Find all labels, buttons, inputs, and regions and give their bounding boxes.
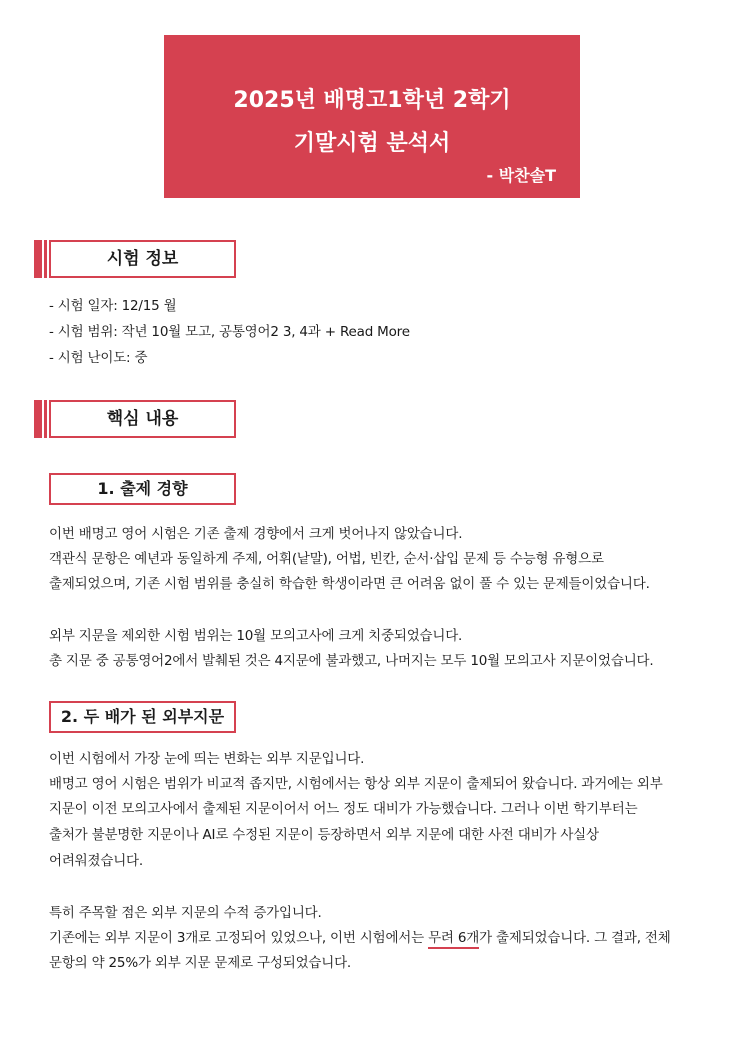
subheading-trend: 1. 출제 경향	[49, 473, 236, 505]
heading-accent-bar	[34, 400, 42, 438]
heading-accent-bar-thin	[44, 240, 47, 278]
paragraph-line: 외부 지문을 제외한 시험 범위는 10월 모의고사에 크게 치중되었습니다.	[49, 628, 463, 644]
subheading-external-passages: 2. 두 배가 된 외부지문	[49, 701, 236, 733]
paragraph-line: 어려워졌습니다.	[49, 853, 143, 869]
paragraph-line: 출제되었으며, 기존 시험 범위를 충실히 학습한 학생이라면 큰 어려움 없이 풀 수 있는 문제들이었습니다.	[49, 576, 650, 592]
highlighted-text: 무려 6개	[428, 930, 479, 949]
paragraph-line: 총 지문 중 공통영어2에서 발췌된 것은 4지문에 불과했고, 나머지는 모두 10월 모의고사 지문이었습니다.	[49, 653, 654, 669]
section-title: 시험 정보	[49, 240, 236, 278]
paragraph-line: 출처가 불분명한 지문이나 AI로 수정된 지문이 등장하면서 외부 지문에 대한 사전 대비가 사실상	[49, 827, 599, 843]
text-segment: 가 출제되었습니다. 그 결과, 전체	[479, 930, 671, 946]
paragraph-line: 특히 주목할 점은 외부 지문의 수적 증가입니다.	[49, 905, 322, 921]
paragraph-line: 지문이 이전 모의고사에서 출제된 지문이어서 어느 정도 대비가 가능했습니다. 그러나 이번 학기부터는	[49, 801, 638, 817]
title-line-1: 2025년 배명고1학년 2학기	[233, 88, 511, 113]
heading-accent-bar	[34, 240, 42, 278]
heading-accent-bar-thin	[44, 400, 47, 438]
section-title: 핵심 내용	[49, 400, 236, 438]
paragraph-line: 배명고 영어 시험은 범위가 비교적 좁지만, 시험에서는 항상 외부 지문이 출제되어 왔습니다. 과거에는 외부	[49, 776, 663, 792]
title-banner	[164, 35, 580, 198]
exam-date: - 시험 일자: 12/15 월	[49, 298, 177, 314]
exam-difficulty: - 시험 난이도: 중	[49, 350, 148, 366]
paragraph-line: 객관식 문항은 예년과 동일하게 주제, 어휘(낱말), 어법, 빈칸, 순서·삽입 문제 등 수능형 유형으로	[49, 551, 604, 567]
title-line-2: 기말시험 분석서	[293, 131, 451, 156]
paragraph-line: 문항의 약 25%가 외부 지문 문제로 구성되었습니다.	[49, 955, 352, 971]
paragraph-line: 이번 배명고 영어 시험은 기존 출제 경향에서 크게 벗어나지 않았습니다.	[49, 526, 463, 542]
paragraph-line	[49, 926, 671, 946]
exam-range: - 시험 범위: 작년 10월 모고, 공통영어2 3, 4과 + Read More	[49, 324, 410, 340]
author: - 박찬솔T	[486, 166, 556, 185]
paragraph-line: 이번 시험에서 가장 눈에 띄는 변화는 외부 지문입니다.	[49, 751, 365, 767]
text-segment: 기존에는 외부 지문이 3개로 고정되어 있었으나, 이번 시험에서는	[49, 930, 429, 946]
